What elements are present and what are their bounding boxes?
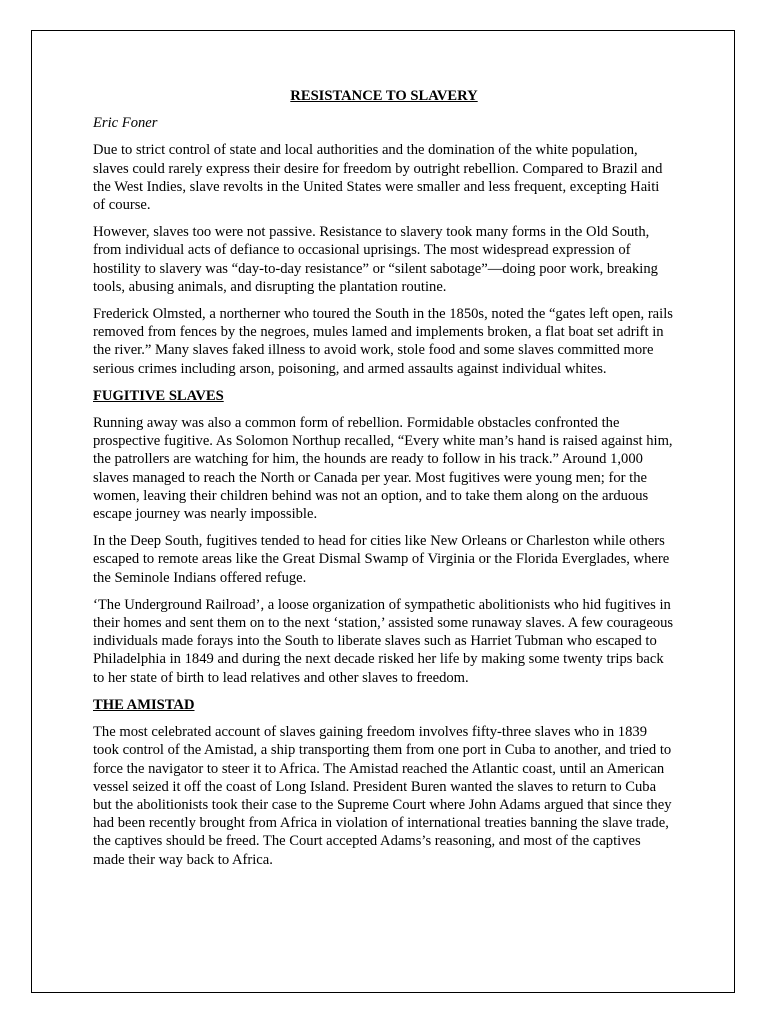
fugitive-paragraph: In the Deep South, fugitives tended to head for cities like New Orleans or Charleston while others escaped to remote areas like the Great Dismal Swamp of Virginia or the Florida Everglades, where the Seminole Indians offered refuge.	[93, 533, 670, 586]
fugitive-paragraph: ‘The Underground Railroad’, a loose organization of sympathetic abolitionists who hid fugitives in their homes and sent them on to the next ‘station,’ assisted some runaway slaves. A few courageous individuals made forays into the South to liberate slaves such as Harriet Tubman who escaped to Philadelphia in 1849 and during the next decade risked her life by making some twenty trips back to her state of birth to lead relatives and other slaves to freedom.	[93, 596, 674, 686]
document-body	[93, 87, 675, 878]
section-heading-fugitive-slaves: FUGITIVE SLAVES	[93, 387, 224, 404]
fugitive-paragraph: Running away was also a common form of rebellion. Formidable obstacles confronted the prospective fugitive. As Solomon Northup recalled, “Every white man’s hand is raised against him, the patrollers are watching for him, the hounds are ready to follow in his track.” Around 1,000 slaves managed to reach the North or Canada per year. Most fugitives were young men; for the women, leaving their children behind was not an option, and to take them along on the arduous escape journey was nearly impossible.	[93, 415, 673, 523]
amistad-paragraph: The most celebrated account of slaves gaining freedom involves fifty-three slaves who in 1839 took control of the Amistad, a ship transporting them from one port in Cuba to another, and tried to force the navigator to steer it to Africa. The Amistad reached the Atlantic coast, until an American vessel seized it off the coast of Long Island. President Buren wanted the slaves to return to Cuba but the abolitionists took their case to the Supreme Court where John Adams argued that since they had been recently brought from Africa in violation of international treaties banning the slave trade, the captives should be freed. The Court accepted Adams’s reasoning, and most of the captives made their way back to Africa.	[93, 724, 672, 868]
intro-paragraph: Frederick Olmsted, a northerner who toured the South in the 1850s, noted the “gates left open, rails removed from fences by the negroes, mules lamed and implements broken, a flat boat set adrift in the river.” Many slaves faked illness to avoid work, stole food and some slaves committed more serious crimes including arson, poisoning, and armed assaults against individual whites.	[93, 306, 673, 377]
intro-paragraph: Due to strict control of state and local authorities and the domination of the white population, slaves could rarely express their desire for freedom by outright rebellion. Compared to Brazil and the West Indies, slave revolts in the United States were smaller and less frequent, excepting Haiti of course.	[93, 142, 663, 214]
intro-paragraph: However, slaves too were not passive. Resistance to slavery took many forms in the Old South, from individual acts of defiance to occasional uprisings. The most widespread expression of hostility to slavery was “day-to-day resistance” or “silent sabotage”—doing poor work, breaking tools, abusing animals, and disrupting the plantation routine.	[93, 224, 658, 295]
document-title: RESISTANCE TO SLAVERY	[290, 88, 478, 104]
document-author: Eric Foner	[93, 115, 158, 132]
section-heading-amistad: THE AMISTAD	[93, 696, 195, 713]
